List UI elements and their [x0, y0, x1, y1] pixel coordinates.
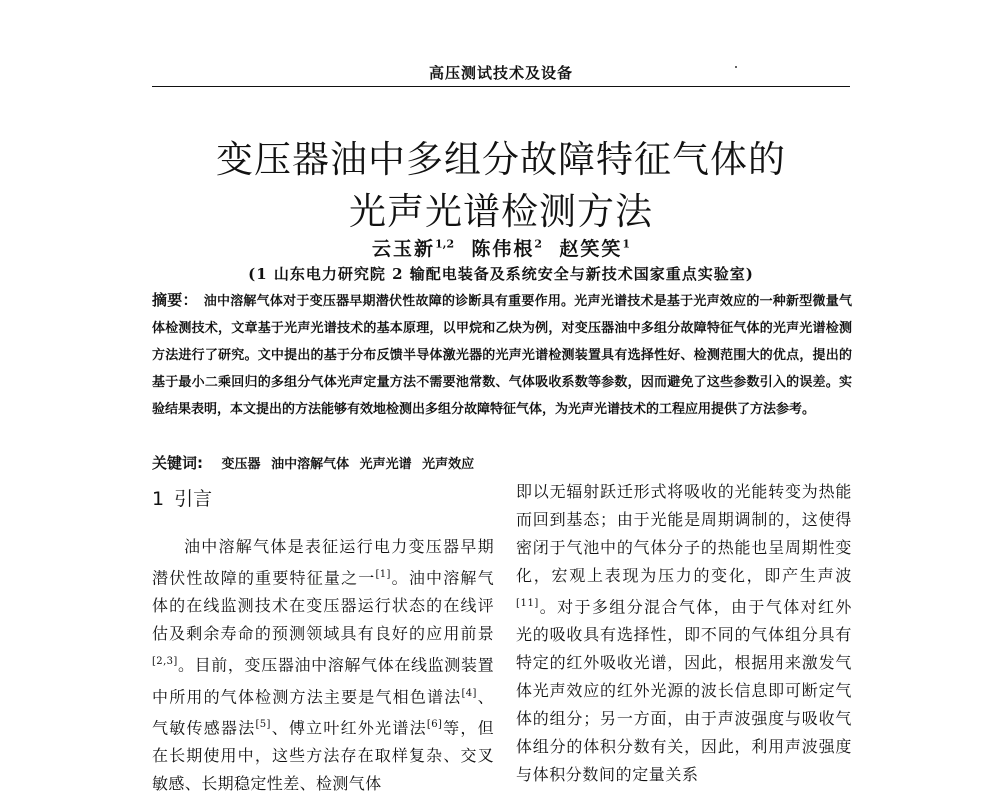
scan-speck: [735, 66, 737, 68]
author-list: [152, 234, 850, 261]
citation: [4]: [461, 687, 477, 699]
author-name: 陈伟根: [471, 238, 535, 260]
keyword: 变压器: [221, 457, 261, 472]
text-run: 。目前，变压器油中溶解气体在线监测装置中所用的气体检测方法主要是气相色谱法: [152, 655, 494, 706]
abstract-label: 摘要：: [152, 291, 198, 309]
text-run: 即以无辐射跃迁形式将吸收的光能转变为热能而回到基态；由于光能是周期调制的，这使得密闭于气池中的气体分子的热能也呈周期性变化，宏观上表现为压力的变化，即产生声波: [516, 482, 852, 585]
intro-paragraph: [152, 533, 494, 793]
paper-title-line-2: 光声光谱检测方法: [349, 190, 653, 233]
running-head: 高压测试技术及设备: [428, 64, 573, 82]
text-run: 。对于多组分混合气体，由于气体对红外光的吸收具有选择性，即不同的气体组分具有特定的红外吸收光谱，因此，根据用来激发气体光声效应的红外光源的波长信息即可断定气体的组分；另一方面，由于声波强度与吸收气体组分的体积分数有关，因此，利用声波强度与体积分数间的定量关系: [516, 597, 852, 785]
citation: [5]: [255, 718, 271, 730]
left-column: [152, 483, 494, 793]
text-run: 等，但在长期使用中，这些方法存在取样复杂、交叉敏感、长期稳定性差、检测气体: [152, 718, 494, 794]
section-title: 引言: [174, 488, 213, 510]
citation: [6]: [426, 718, 443, 730]
author-affil-mark: 1: [622, 237, 630, 251]
right-column: [516, 478, 852, 785]
citation: [11]: [516, 598, 539, 609]
affiliation: (1 山东电力研究院 2 输配电装备及系统安全与新技术国家重点实验室): [248, 265, 754, 283]
author-name: 赵笑笑: [559, 238, 623, 260]
keyword: 油中溶解气体: [271, 457, 350, 472]
abstract-text: 油中溶解气体对于变压器早期潜伏性故障的诊断具有重要作用。光声光谱技术是基于光声效应的一种新型微量气体检测技术，文章基于光声光谱技术的基本原理，以甲烷和乙炔为例，对变压器油中多组分故障特征气体的光声光谱检测方法进行了研究。文中提出的基于分布反馈半导体激光器的光声光谱检测装置具有选择性好、检测范围大的优点，提出的基于最小二乘回归的多组分气体光声定量方法不需要池常数、气体吸收系数等参数，因而避免了这些参数引入的误差。实验结果表明，本文提出的方法能够有效地检测出多组分故障特征气体，为光声光谱技术的工程应用提供了方法参考。: [152, 294, 852, 417]
keyword: 光声光谱: [359, 457, 412, 472]
keyword: 光声效应: [422, 457, 475, 472]
paper-title-line-1: 变压器油中多组分故障特征气体的: [216, 138, 786, 181]
author-name: 云玉新: [372, 238, 436, 260]
abstract: [152, 287, 852, 423]
author-affil-mark: 2: [534, 237, 543, 251]
author-affil-mark: 1,2: [435, 237, 455, 251]
section-number: 1: [152, 488, 165, 510]
citation: [1]: [375, 569, 391, 580]
header-rule: [152, 86, 850, 87]
text-run: 、傅立叶红外光谱法: [270, 718, 427, 738]
text-run: 。油中溶解气体的在线监测技术在变压器运行状态的在线评估及剩余寿命的预测领域具有良好的应用前景: [152, 568, 495, 644]
text-run: 油中溶解气体是表征运行电力变压器早期潜伏性故障的重要特征量之一: [152, 537, 494, 588]
citation: [2,3]: [152, 656, 178, 668]
section-heading: [152, 483, 494, 515]
text-run: 、气敏传感器法: [152, 686, 495, 738]
continued-paragraph: [516, 478, 852, 785]
keywords-label: 关键词:: [152, 454, 203, 472]
keywords: [152, 451, 852, 477]
